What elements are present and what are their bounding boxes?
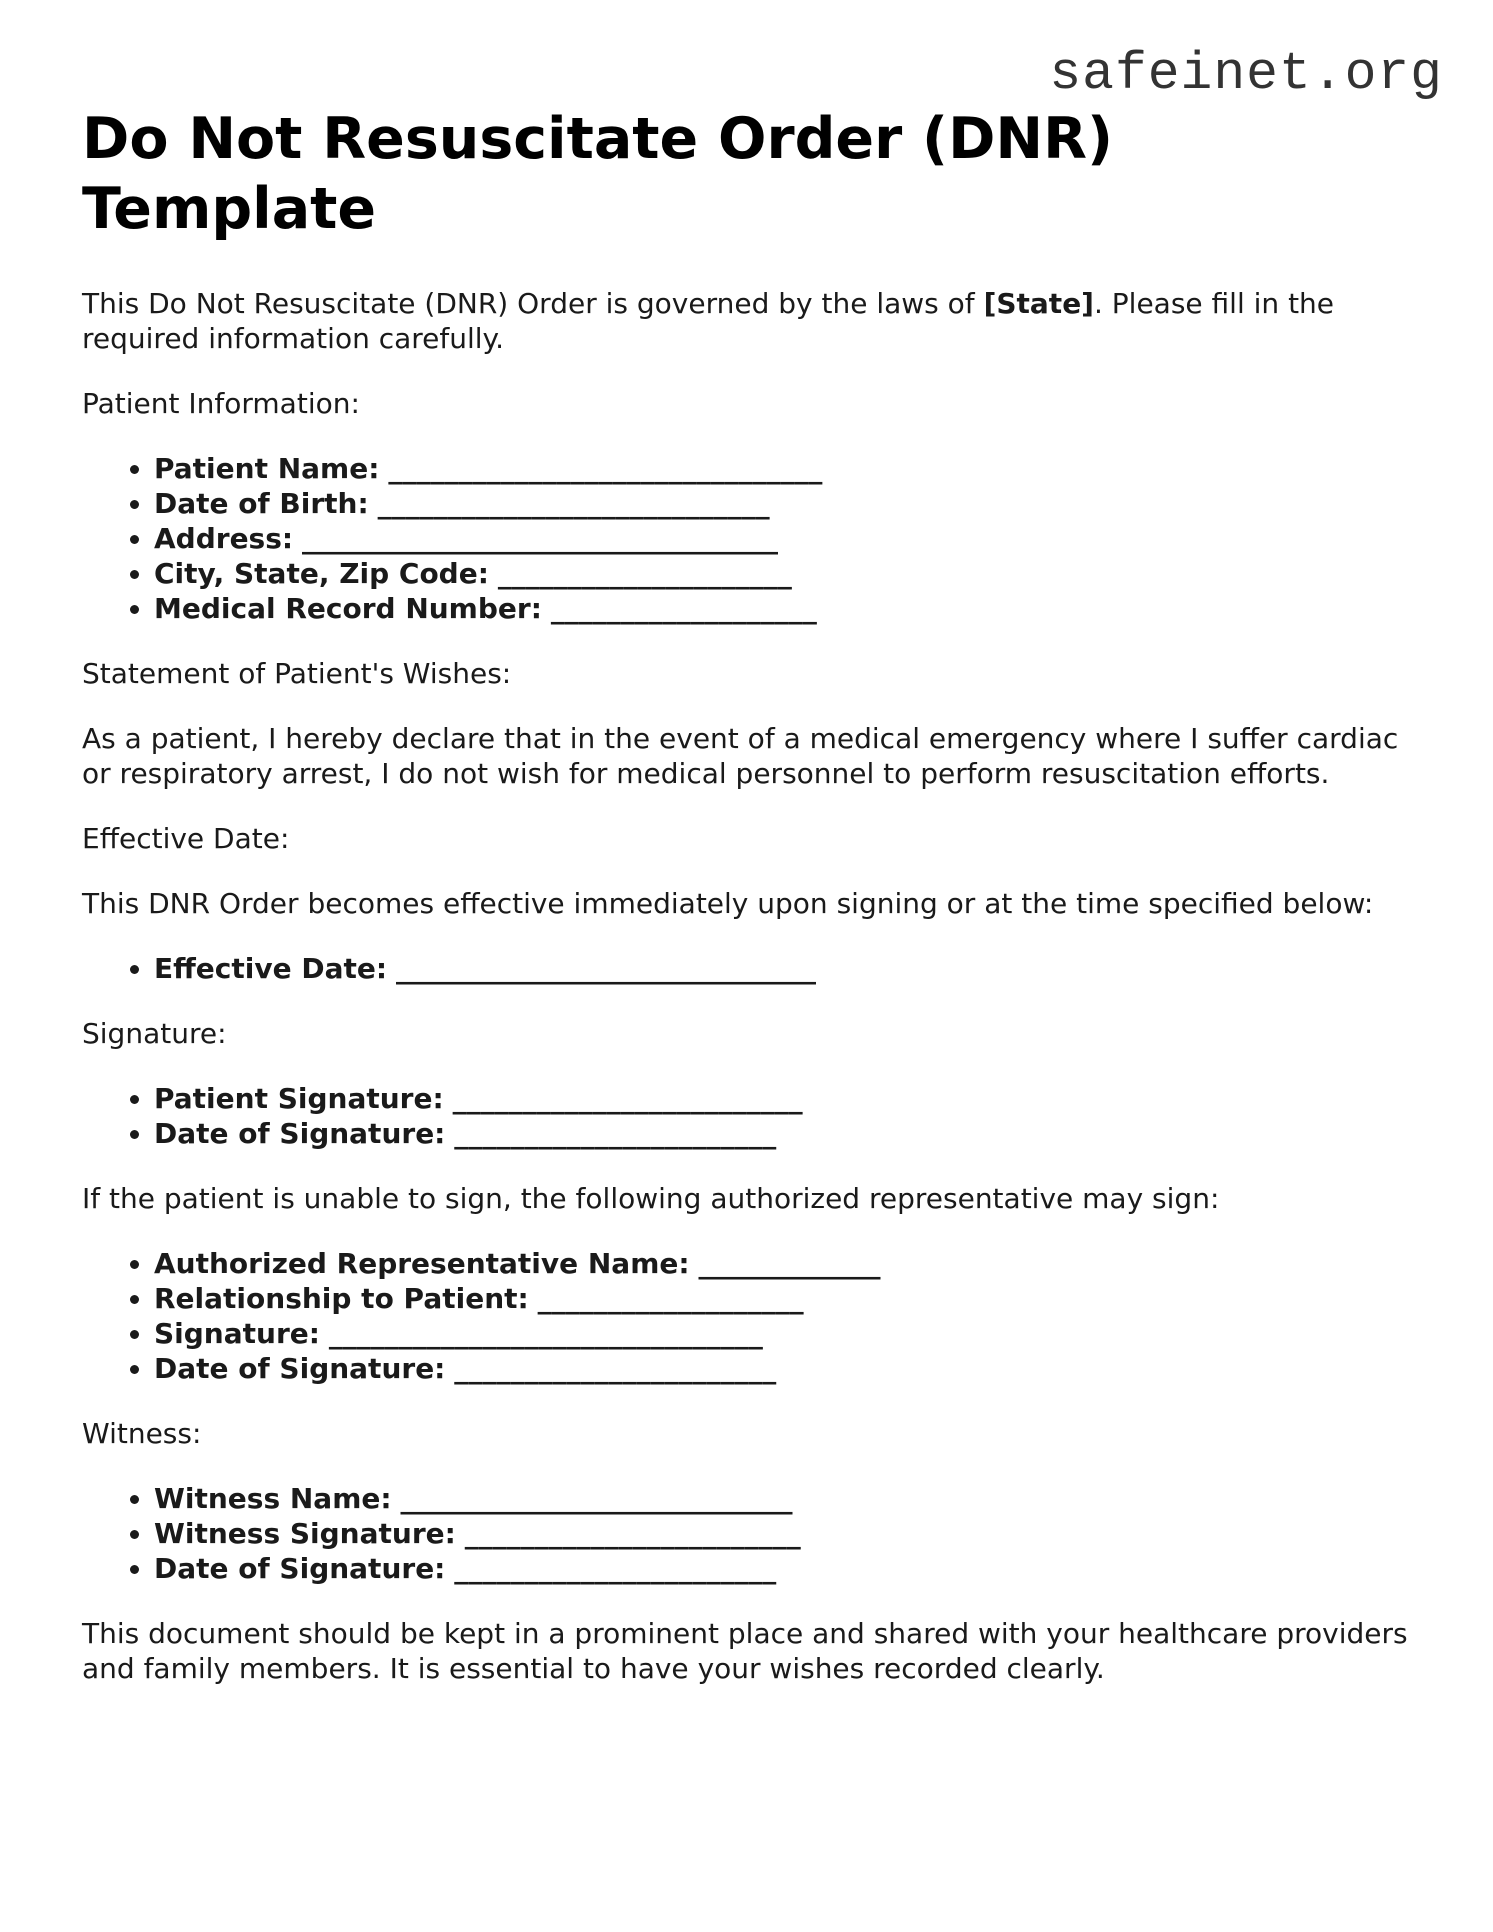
city-state-zip-blank[interactable]: _____________________ (497, 557, 792, 590)
watermark-text: safeinet.org (1049, 44, 1443, 104)
witness-name-blank[interactable]: ____________________________ (400, 1482, 793, 1515)
wishes-statement: As a patient, I hereby declare that in the event of a medical emergency where I suffer cardiac or respiratory arrest, I do not wish for medical personnel to perform resuscitation efforts. (82, 722, 1399, 790)
effective-date-heading: Effective Date: (82, 822, 290, 855)
patient-info-list (82, 451, 1412, 626)
representative-signature-date-blank[interactable]: _______________________ (454, 1352, 777, 1385)
city-state-zip-item (154, 556, 1412, 591)
patient-signature-item (154, 1081, 1412, 1116)
field-label: Date of Signature: (154, 1117, 446, 1150)
wishes-heading: Statement of Patient's Wishes: (82, 657, 512, 690)
patient-signature-date-blank[interactable]: _______________________ (454, 1117, 777, 1150)
relationship-item (154, 1281, 1412, 1316)
field-label: Patient Name: (154, 452, 380, 485)
effective-date-item (154, 951, 1412, 986)
state-placeholder: [State] (983, 287, 1094, 320)
medical-record-number-item (154, 591, 1412, 626)
patient-info-heading: Patient Information: (82, 387, 360, 420)
representative-list (82, 1246, 1412, 1386)
effective-date-statement: This DNR Order becomes effective immediately upon signing or at the time specified below: (82, 887, 1374, 920)
field-label: Effective Date: (154, 952, 388, 985)
field-label: Authorized Representative Name: (154, 1247, 690, 1280)
patient-signature-blank[interactable]: _________________________ (452, 1082, 803, 1115)
footer-note: This document should be kept in a prominent place and shared with your healthcare providers and family members. It is essential to have your wishes recorded clearly. (82, 1617, 1408, 1685)
address-item (154, 521, 1412, 556)
signature-list (82, 1081, 1412, 1151)
representative-signature-blank[interactable]: _______________________________ (328, 1317, 763, 1350)
patient-name-item (154, 451, 1412, 486)
field-label: Patient Signature: (154, 1082, 444, 1115)
field-label: Signature: (154, 1317, 320, 1350)
field-label: Date of Signature: (154, 1552, 446, 1585)
witness-heading: Witness: (82, 1417, 202, 1450)
date-of-birth-item (154, 486, 1412, 521)
representative-name-blank[interactable]: _____________ (698, 1247, 881, 1280)
witness-name-item (154, 1481, 1412, 1516)
representative-statement: If the patient is unable to sign, the following authorized representative may sign: (82, 1182, 1220, 1215)
signature-heading: Signature: (82, 1017, 227, 1050)
date-of-birth-blank[interactable]: ____________________________ (377, 487, 770, 520)
field-label: Witness Signature: (154, 1517, 456, 1550)
document-page (82, 104, 1412, 1716)
field-label: Medical Record Number: (154, 592, 542, 625)
medical-record-number-blank[interactable]: ___________________ (550, 592, 817, 625)
field-label: Address: (154, 522, 294, 555)
effective-date-blank[interactable]: ______________________________ (395, 952, 816, 985)
field-label: Witness Name: (154, 1482, 392, 1515)
field-label: City, State, Zip Code: (154, 557, 489, 590)
intro-text-after: . Please fill in the required information carefully. (82, 287, 1335, 355)
patient-name-blank[interactable]: _______________________________ (388, 452, 823, 485)
witness-signature-blank[interactable]: ________________________ (464, 1517, 801, 1550)
representative-signature-date-item (154, 1351, 1412, 1386)
witness-list (82, 1481, 1412, 1586)
address-blank[interactable]: __________________________________ (302, 522, 778, 555)
effective-date-list (82, 951, 1412, 986)
field-label: Date of Signature: (154, 1352, 446, 1385)
intro-paragraph (82, 286, 1412, 356)
field-label: Relationship to Patient: (154, 1282, 529, 1315)
witness-signature-item (154, 1516, 1412, 1551)
representative-signature-item (154, 1316, 1412, 1351)
relationship-blank[interactable]: ___________________ (537, 1282, 804, 1315)
representative-name-item (154, 1246, 1412, 1281)
patient-signature-date-item (154, 1116, 1412, 1151)
document-title: Do Not Resuscitate Order (DNR) Template (82, 106, 1114, 242)
witness-signature-date-blank[interactable]: _______________________ (454, 1552, 777, 1585)
field-label: Date of Birth: (154, 487, 369, 520)
intro-text-before: This Do Not Resuscitate (DNR) Order is governed by the laws of (82, 287, 984, 320)
witness-signature-date-item (154, 1551, 1412, 1586)
